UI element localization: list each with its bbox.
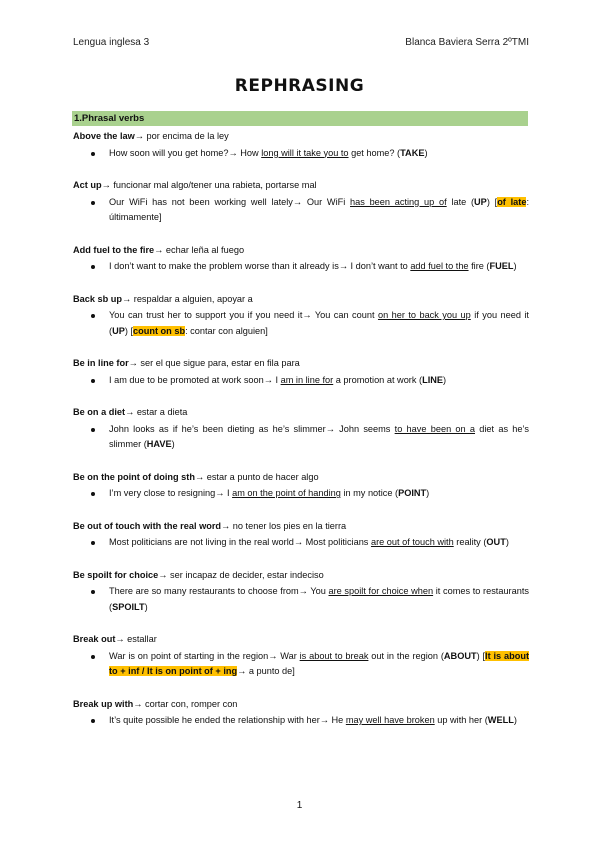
keyword: SPOILT — [112, 601, 145, 612]
entry-term: Be on the point of doing sth — [73, 471, 195, 482]
keyword: POINT — [398, 488, 427, 498]
example-text: ) — [424, 147, 428, 158]
example-item — [109, 259, 529, 275]
entry-heading — [73, 243, 529, 259]
example-text: I don’t want to — [348, 261, 411, 271]
example-item — [109, 486, 529, 502]
example-text: How — [237, 147, 262, 158]
example-text: You — [307, 586, 329, 596]
entry-term: Break up with — [73, 698, 134, 709]
example-text: if you need it ( — [109, 310, 529, 336]
example-text: get home? ( — [348, 147, 401, 158]
example-text: diet as he’s slimmer ( — [109, 423, 529, 449]
keyword: ABOUT — [443, 650, 477, 661]
highlight-note: of late — [497, 196, 527, 207]
example-original: It’s quite possible he ended the relationship with her — [109, 715, 320, 725]
arrow-icon: → — [133, 698, 143, 709]
entry-meaning: echar leña al fuego — [163, 244, 245, 255]
arrow-icon: → — [298, 586, 308, 596]
entry-heading — [73, 405, 529, 421]
arrow-icon: → — [293, 537, 304, 547]
arrow-icon: → — [158, 569, 168, 580]
example-text: up with her ( — [434, 715, 488, 725]
example-answer: add fuel to the — [410, 261, 469, 271]
entry — [73, 568, 529, 616]
keyword: LINE — [422, 374, 444, 385]
entry — [73, 697, 529, 729]
page-number: 1 — [296, 800, 303, 811]
arrow-icon: → — [128, 358, 138, 368]
example-text: I — [272, 374, 281, 385]
arrow-icon: → — [338, 261, 348, 271]
example-original: I am due to be promoted at work soon — [109, 374, 264, 385]
arrow-icon: → — [134, 131, 144, 141]
arrow-icon: → — [319, 715, 329, 725]
arrow-icon: → — [101, 180, 111, 190]
entry-term: Be in line for — [73, 358, 129, 368]
arrow-icon: → — [325, 423, 335, 434]
example-answer: are out of touch with — [370, 537, 454, 547]
example-original: Our WiFi has not been working well lately — [109, 196, 293, 207]
example-text: You can count — [311, 310, 378, 320]
example-item — [109, 713, 529, 729]
example-text: ) [ — [124, 325, 133, 336]
example-answer: to have been on a — [394, 423, 476, 434]
example-text: ) — [513, 261, 517, 271]
example-text: reality ( — [453, 537, 487, 547]
example-text: Our WiFi — [302, 196, 351, 207]
example-text: ) — [443, 374, 447, 385]
example-original: I’m very close to resigning — [109, 488, 216, 498]
keyword: UP — [112, 325, 125, 336]
entry-meaning: estar a dieta — [134, 407, 188, 417]
arrow-icon: → — [302, 310, 312, 320]
entry — [73, 178, 529, 226]
entry-meaning: ser el que sigue para, estar en fila para — [137, 358, 300, 368]
example-answer: am in line for — [280, 374, 334, 385]
arrow-icon: → — [194, 471, 205, 482]
arrow-icon: → — [237, 666, 247, 676]
entry-term: Act up — [73, 180, 102, 190]
example-original: I don’t want to make the problem worse than it already is — [109, 261, 339, 271]
entry-heading — [73, 129, 529, 145]
example-text: it comes to restaurants ( — [109, 586, 529, 612]
keyword: HAVE — [146, 439, 172, 449]
entry-term: Be out of touch with the real word — [73, 520, 222, 531]
example-item — [109, 535, 529, 551]
entry — [73, 356, 529, 388]
entry-meaning: estallar — [124, 634, 157, 644]
entry-heading — [73, 519, 529, 535]
example-item — [109, 146, 529, 162]
keyword: UP — [474, 196, 487, 207]
entry-meaning: estar a punto de hacer algo — [204, 471, 319, 482]
entry — [73, 519, 529, 551]
entry-heading — [73, 697, 529, 713]
example-text: out in the region ( — [368, 650, 444, 661]
arrow-icon: → — [125, 407, 135, 417]
header-left: Lengua inglesa 3 — [73, 37, 150, 48]
entry — [73, 405, 529, 453]
keyword: WELL — [487, 715, 514, 725]
entry-term: Be spoilt for choice — [73, 569, 159, 580]
example-original: Most politicians are not living in the real world — [109, 537, 294, 547]
example-answer: am on the point of handing — [232, 488, 341, 498]
entry — [73, 243, 529, 275]
keyword: FUEL — [489, 261, 514, 271]
example-item — [109, 195, 529, 226]
page-title: REPHRASING — [234, 76, 365, 96]
example-text: ) — [426, 488, 430, 498]
entry-meaning: ser incapaz de decider, estar indeciso — [167, 569, 324, 580]
header-right: Blanca Baviera Serra 2ºTMI — [405, 37, 529, 48]
example-item — [109, 373, 529, 389]
entry-term: Above the law — [73, 131, 135, 141]
entry-term: Break out — [73, 634, 116, 644]
example-text: a promotion at work ( — [333, 374, 423, 385]
example-answer: has been acting up of — [350, 196, 447, 207]
entry — [73, 632, 529, 680]
example-text: ) [ — [476, 650, 486, 661]
example-item — [109, 584, 529, 615]
example-text: fire ( — [468, 261, 490, 271]
example-text: Most politicians — [303, 537, 371, 547]
arrow-icon: → — [221, 520, 231, 531]
example-text: He — [328, 715, 346, 725]
entry-meaning: por encima de la ley — [143, 131, 229, 141]
example-answer: may well have broken — [345, 715, 435, 725]
example-text: War — [277, 650, 300, 661]
arrow-icon: → — [292, 196, 303, 207]
example-text: ) — [505, 537, 509, 547]
example-item — [109, 422, 529, 453]
arrow-icon: → — [115, 634, 125, 644]
entry-meaning: cortar con, romper con — [142, 698, 238, 709]
example-text: a punto de] — [246, 666, 295, 676]
entry-meaning: respaldar a alguien, apoyar a — [131, 293, 253, 304]
entry-heading — [73, 470, 529, 486]
example-text: ) — [171, 439, 175, 449]
example-text: ) — [513, 715, 517, 725]
entry-heading — [73, 356, 529, 372]
example-text: John seems — [334, 423, 395, 434]
keyword: OUT — [486, 537, 506, 547]
entry-term: Be on a diet — [73, 407, 126, 417]
example-answer: long will it take you to — [261, 147, 349, 158]
entries-list — [73, 129, 529, 746]
highlight-note: It is about to + inf / It is on point of + ing — [109, 650, 530, 676]
arrow-icon: → — [215, 488, 225, 498]
example-original: There are so many restaurants to choose from — [109, 586, 299, 596]
entry — [73, 292, 529, 340]
entry-heading — [73, 568, 529, 584]
arrow-icon: → — [263, 374, 273, 385]
example-text: : últimamente] — [109, 196, 530, 222]
entry-meaning: no tener los pies en la tierra — [230, 520, 347, 531]
example-original: You can trust her to support you if you need it — [109, 310, 303, 320]
arrow-icon: → — [122, 293, 132, 304]
entry-heading — [73, 178, 529, 194]
example-text: ) [ — [486, 196, 498, 207]
example-answer: on her to back you up — [377, 310, 471, 320]
entry-term: Add fuel to the fire — [73, 244, 155, 255]
example-text: late ( — [446, 196, 475, 207]
entry-term: Back sb up — [73, 293, 123, 304]
entry — [73, 470, 529, 502]
highlight-note: count on sb — [133, 325, 186, 336]
arrow-icon: → — [154, 244, 164, 255]
example-text: : contar con alguien] — [185, 325, 268, 336]
entry-meaning: funcionar mal algo/tener una rabieta, portarse mal — [110, 180, 317, 190]
example-original: War is on point of starting in the region — [109, 650, 269, 661]
example-answer: are spoilt for choice when — [328, 586, 434, 596]
example-original: How soon will you get home? — [109, 147, 229, 158]
example-item — [109, 649, 529, 680]
example-text: in my notice ( — [340, 488, 399, 498]
example-answer: is about to break — [299, 650, 369, 661]
arrow-icon: → — [268, 650, 278, 661]
keyword: TAKE — [400, 147, 425, 158]
entry-heading — [73, 632, 529, 648]
section-heading: 1.Phrasal verbs — [72, 111, 528, 126]
entry — [73, 129, 529, 161]
arrow-icon: → — [228, 147, 238, 158]
example-original: John looks as if he’s been dieting as he’s slimmer — [109, 423, 326, 434]
example-text: ) — [144, 601, 148, 612]
entry-heading — [73, 292, 529, 308]
example-text: I — [224, 488, 233, 498]
example-item — [109, 308, 529, 339]
